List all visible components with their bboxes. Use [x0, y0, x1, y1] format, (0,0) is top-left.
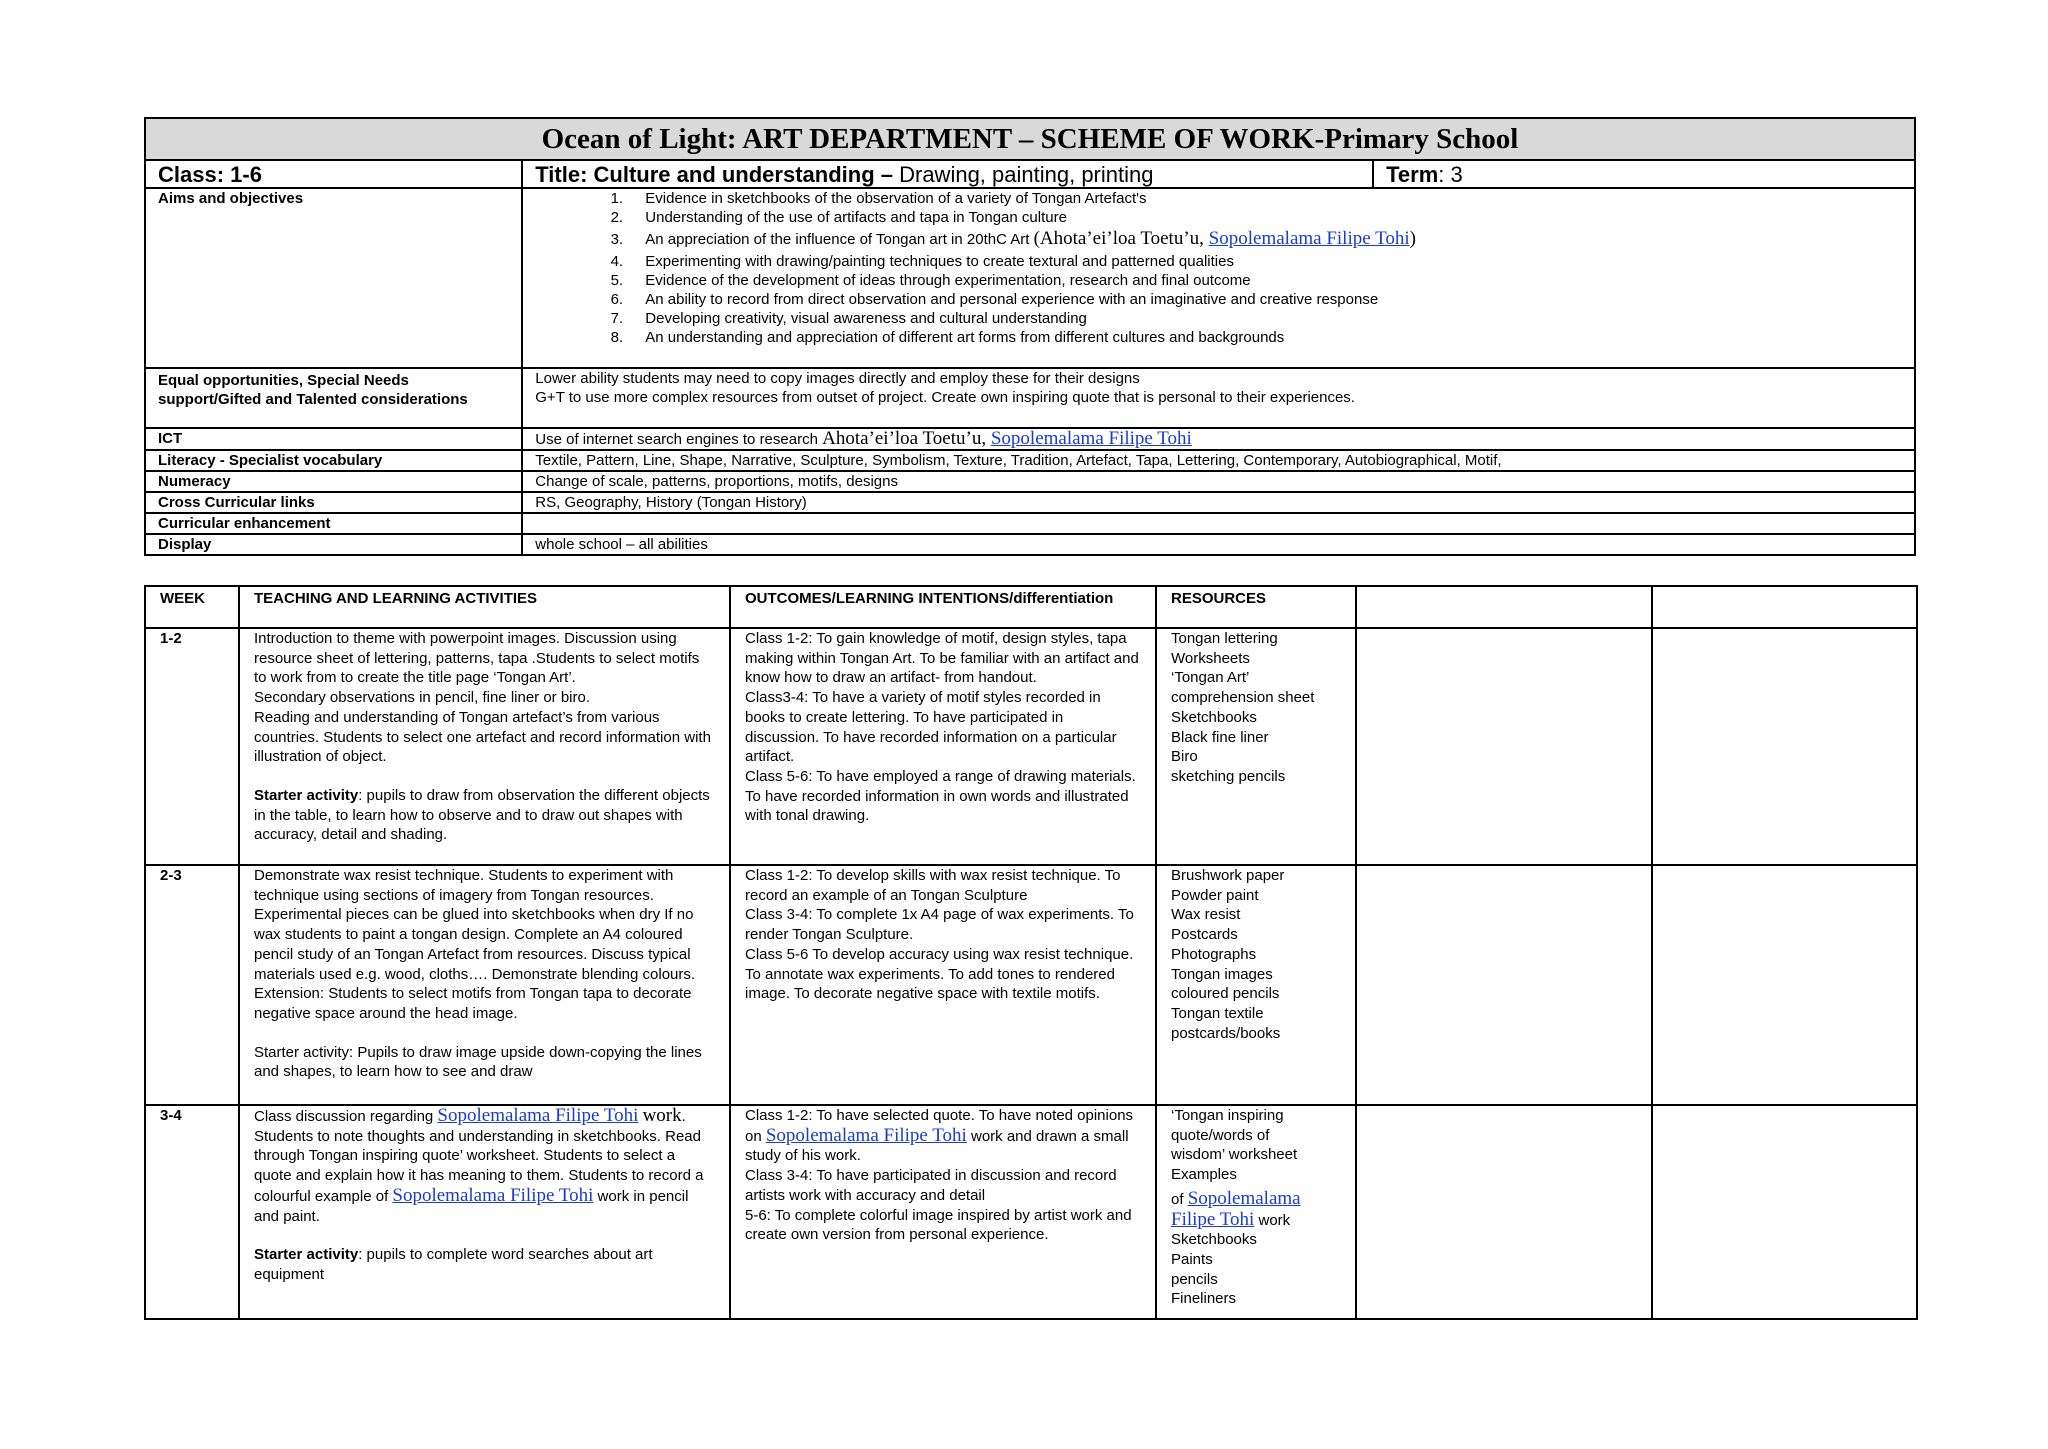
- cross-curricular-text: RS, Geography, History (Tongan History): [522, 492, 1915, 513]
- weekly-schedule-table: [144, 585, 1918, 1320]
- aims-item: 6. An ability to record from direct observation and personal experience with an imaginative and creative response: [627, 290, 1902, 309]
- week-cell: 2-3: [145, 865, 239, 1105]
- week-header: WEEK: [145, 586, 239, 628]
- resources-cell: ‘Tongan inspiring quote/words of wisdom’ worksheet Examples of Sopolemalama Filipe Tohi work Sketchbooks Paints pencils Fineliners: [1156, 1105, 1356, 1319]
- artist-link[interactable]: Sopolemalama Filipe Tohi: [437, 1105, 639, 1126]
- blank-header: [1652, 586, 1917, 628]
- aims-list-cell: [522, 188, 1915, 368]
- empty-cell: [1356, 1105, 1652, 1319]
- aims-item: 5. Evidence of the development of ideas through experimentation, research and final outcome: [627, 271, 1902, 290]
- aims-label: Aims and objectives: [145, 188, 522, 368]
- curricular-enhancement-text: [522, 513, 1915, 534]
- artist-link[interactable]: Sopolemalama Filipe Tohi: [765, 1124, 967, 1146]
- aims-list: [535, 189, 1902, 347]
- artist-link[interactable]: Sopolemalama Filipe Tohi: [1171, 1187, 1301, 1230]
- empty-cell: [1652, 865, 1917, 1105]
- activities-cell: Demonstrate wax resist technique. Students to experiment with technique using sections of imagery from Tongan resources. Experimental pieces can be glued into sketchbooks when dry If no wax students to paint a tongan design. Complete an A4 coloured pencil study of an Tongan Artefact from resources. Discuss typical materials used e.g. wood, cloths…. Demonstrate blending colours. Extension: Students to select motifs from Tongan tapa to decorate negative space around the head image. Starter activity: Pupils to draw image upside down-copying the lines and shapes, to learn how to see and draw: [239, 865, 730, 1105]
- curricular-enhancement-label: Curricular enhancement: [145, 513, 522, 534]
- empty-cell: [1652, 628, 1917, 865]
- equal-ops-label: Equal opportunities, Special Needs support/Gifted and Talented considerations: [145, 368, 522, 428]
- title-label: Title: Culture and understanding – Drawing, painting, printing: [522, 160, 1373, 188]
- display-text: whole school – all abilities: [522, 534, 1915, 555]
- empty-cell: [1356, 865, 1652, 1105]
- term-label: Term: 3: [1373, 160, 1915, 188]
- numeracy-text: Change of scale, patterns, proportions, motifs, designs: [522, 471, 1915, 492]
- outcomes-cell: Class 1-2: To gain knowledge of motif, design styles, tapa making within Tongan Art. To be familiar with an artifact and know how to draw an artifact- from handout. Class3-4: To have a variety of motif styles recorded in books to create lettering. To have participated in discussion. To have recorded information on a particular artifact. Class 5-6: To have employed a range of drawing materials. To have recorded information in own words and illustrated with tonal drawing.: [730, 628, 1156, 865]
- aims-item: 1. Evidence in sketchbooks of the observation of a variety of Tongan Artefact's: [627, 189, 1902, 208]
- empty-cell: [1356, 628, 1652, 865]
- cross-curricular-label: Cross Curricular links: [145, 492, 522, 513]
- aims-item: 8. An understanding and appreciation of different art forms from different cultures and backgrounds: [627, 328, 1902, 347]
- resources-header: RESOURCES: [1156, 586, 1356, 628]
- literacy-label: Literacy - Specialist vocabulary: [145, 450, 522, 471]
- resources-cell: Tongan lettering Worksheets ‘Tongan Art’ comprehension sheet Sketchbooks Black fine liner Biro sketching pencils: [1156, 628, 1356, 865]
- page-title: Ocean of Light: ART DEPARTMENT – SCHEME OF WORK-Primary School: [145, 118, 1915, 160]
- activities-cell: Class discussion regarding Sopolemalama Filipe Tohi work. Students to note thoughts and understanding in sketchbooks. Read through Tongan inspiring quote’ worksheet. Students to select a quote and explain how it has meaning to them. Students to record a colourful example of Sopolemalama Filipe Tohi work in pencil and paint. Starter activity: pupils to complete word searches about art equipment: [239, 1105, 730, 1319]
- resources-cell: Brushwork paper Powder paint Wax resist Postcards Photographs Tongan images coloured pencils Tongan textile postcards/books: [1156, 865, 1356, 1105]
- aims-item: 7. Developing creativity, visual awareness and cultural understanding: [627, 309, 1902, 328]
- numeracy-label: Numeracy: [145, 471, 522, 492]
- aims-item: 3. An appreciation of the influence of Tongan art in 20thC Art (Ahota’ei’loa Toetu’u, Sopolemalama Filipe Tohi): [627, 227, 1902, 252]
- table-row: [145, 1105, 1917, 1319]
- activities-cell: Introduction to theme with powerpoint images. Discussion using resource sheet of lettering, patterns, tapa .Students to select motifs to work from to create the title page ‘Tongan Art’. Secondary observations in pencil, fine liner or biro. Reading and understanding of Tongan artefact’s from various countries. Students to select one artefact and record information with illustration of object. Starter activity: pupils to draw from observation the different objects in the table, to learn how to observe and to draw out shapes with accuracy, detail and shading.: [239, 628, 730, 865]
- outcomes-cell: Class 1-2: To have selected quote. To have noted opinions on Sopolemalama Filipe Tohi work and drawn a small study of his work. Class 3-4: To have participated in discussion and record artists work with accuracy and detail 5-6: To complete colorful image inspired by artist work and create own version from personal experience.: [730, 1105, 1156, 1319]
- literacy-text: Textile, Pattern, Line, Shape, Narrative, Sculpture, Symbolism, Texture, Tradition, Artefact, Tapa, Lettering, Contemporary, Autobiographical, Motif,: [522, 450, 1915, 471]
- empty-cell: [1652, 1105, 1917, 1319]
- table-row: [145, 628, 1917, 865]
- scheme-info-table: [144, 117, 1916, 556]
- display-label: Display: [145, 534, 522, 555]
- artist-link[interactable]: Sopolemalama Filipe Tohi: [990, 428, 1192, 449]
- outcomes-cell: Class 1-2: To develop skills with wax resist technique. To record an example of an Tongan Sculpture Class 3-4: To complete 1x A4 page of wax experiments. To render Tongan Sculpture. Class 5-6 To develop accuracy using wax resist technique. To annotate wax experiments. To add tones to rendered image. To decorate negative space with textile motifs.: [730, 865, 1156, 1105]
- ict-label: ICT: [145, 428, 522, 450]
- ict-text: Use of internet search engines to research Ahota’ei’loa Toetu’u, Sopolemalama Filipe Tohi: [522, 428, 1915, 450]
- artist-link[interactable]: Sopolemalama Filipe Tohi: [392, 1184, 594, 1206]
- blank-header: [1356, 586, 1652, 628]
- week-cell: 3-4: [145, 1105, 239, 1319]
- aims-item: 2. Understanding of the use of artifacts and tapa in Tongan culture: [627, 208, 1902, 227]
- table-row: [145, 865, 1917, 1105]
- outcomes-header: OUTCOMES/LEARNING INTENTIONS/differentiation: [730, 586, 1156, 628]
- class-label: Class: 1-6: [145, 160, 522, 188]
- artist-link[interactable]: Sopolemalama Filipe Tohi: [1208, 228, 1410, 249]
- activities-header: TEACHING AND LEARNING ACTIVITIES: [239, 586, 730, 628]
- equal-ops-text: Lower ability students may need to copy images directly and employ these for their designs G+T to use more complex resources from outset of project. Create own inspiring quote that is personal to their experiences.: [522, 368, 1915, 428]
- aims-item: 4. Experimenting with drawing/painting techniques to create textural and patterned qualities: [627, 252, 1902, 271]
- week-cell: 1-2: [145, 628, 239, 865]
